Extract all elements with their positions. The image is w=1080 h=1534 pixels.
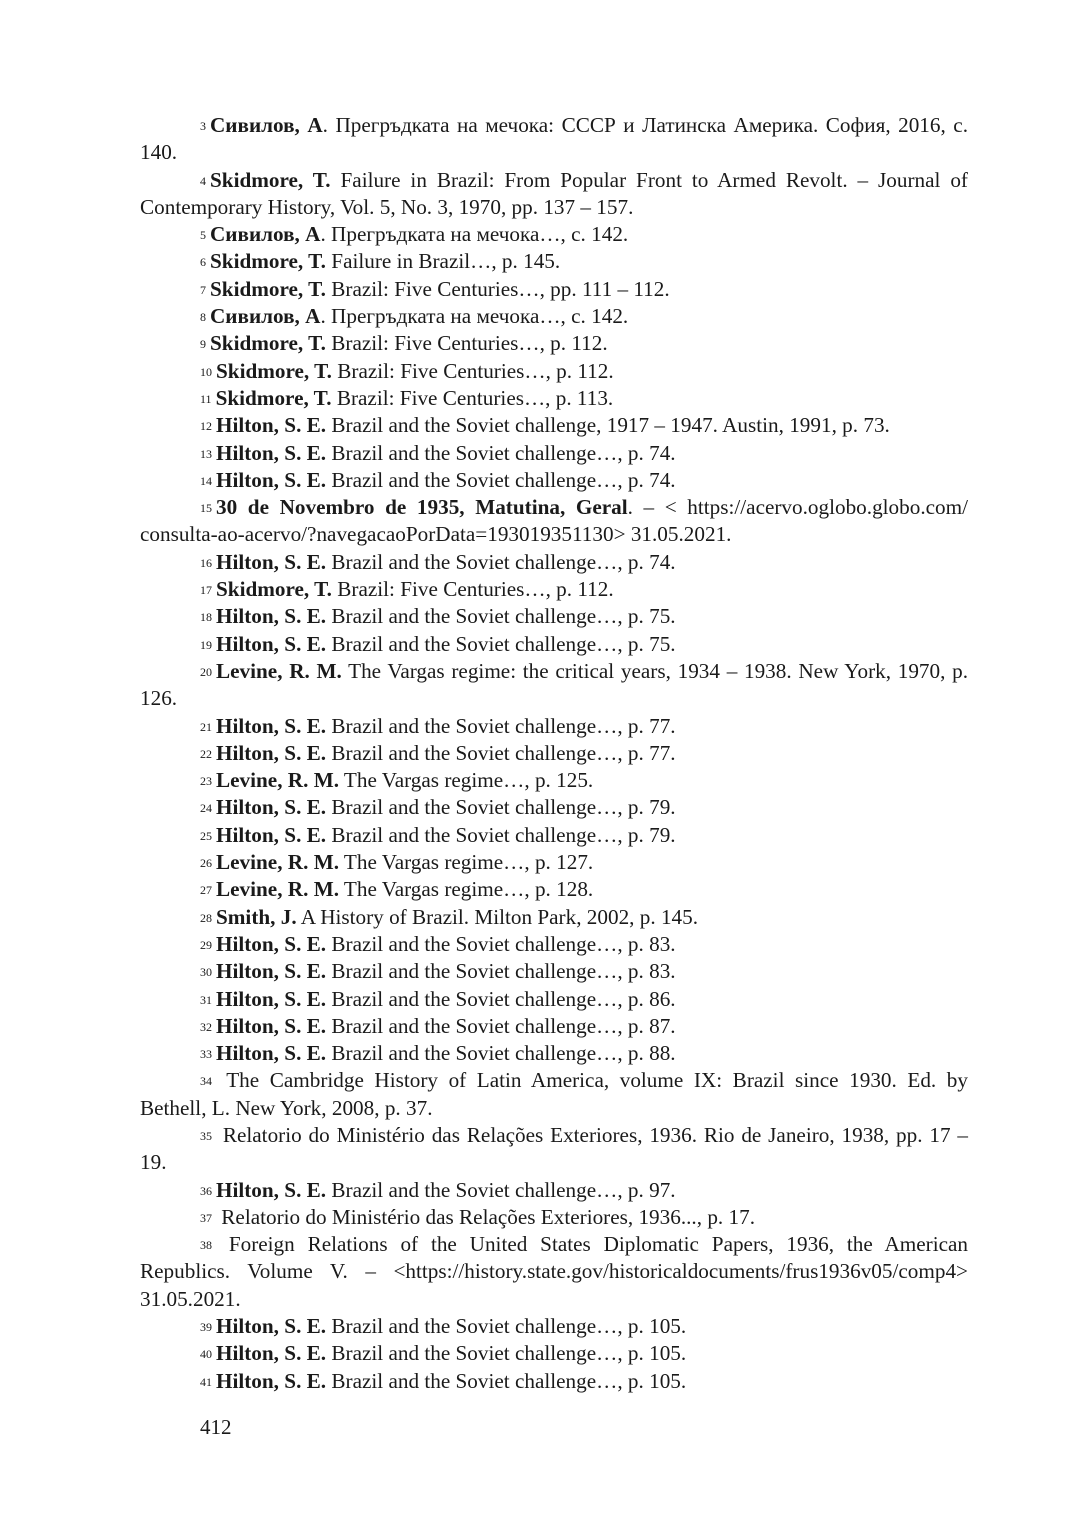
page-number: 412 bbox=[200, 1415, 232, 1439]
footnote-6 bbox=[140, 248, 968, 275]
footnote-7 bbox=[140, 276, 968, 303]
footnote-text: Brazil and the Soviet challenge…, p. 74. bbox=[326, 549, 676, 574]
footnote-15 bbox=[140, 494, 968, 549]
footnote-number: 4 bbox=[200, 173, 206, 188]
footnote-number: 27 bbox=[200, 883, 212, 898]
footnote-number: 11 bbox=[200, 391, 212, 406]
footnote-text: . Прегръдката на мечока: СССР и Латинска Америка. София, 2016, с. 140. bbox=[140, 113, 968, 165]
footnote-author: Hilton, S. E. bbox=[216, 549, 327, 574]
footnote-10 bbox=[140, 358, 968, 385]
footnote-31 bbox=[140, 986, 968, 1013]
footnote-number: 12 bbox=[200, 419, 212, 434]
footnote-number: 34 bbox=[200, 1074, 212, 1089]
footnote-18 bbox=[140, 603, 968, 630]
footnote-number: 19 bbox=[200, 637, 212, 652]
footnote-author: Hilton, S. E. bbox=[216, 986, 327, 1011]
footnote-number: 6 bbox=[200, 255, 206, 270]
footnote-number: 15 bbox=[200, 501, 212, 516]
footnote-author: Levine, R. M. bbox=[216, 877, 339, 902]
footnote-number: 31 bbox=[200, 992, 212, 1007]
footnote-27 bbox=[140, 876, 968, 903]
footnote-16 bbox=[140, 549, 968, 576]
footnote-number: 40 bbox=[200, 1347, 212, 1362]
footnote-29 bbox=[140, 931, 968, 958]
footnote-text: The Vargas regime…, p. 127. bbox=[339, 850, 594, 875]
footnote-text: Brazil: Five Centuries…, p. 113. bbox=[331, 385, 614, 410]
footnote-number: 30 bbox=[200, 965, 212, 980]
footnote-text: Brazil and the Soviet challenge…, p. 88. bbox=[326, 1041, 676, 1066]
footnote-author: Hilton, S. E. bbox=[216, 631, 327, 656]
footnote-text: Brazil and the Soviet challenge…, p. 75. bbox=[326, 604, 676, 629]
footnote-number: 35 bbox=[200, 1128, 212, 1143]
footnote-author: Hilton, S. E. bbox=[216, 740, 327, 765]
footnote-text: The Vargas regime: the critical years, 1934 – 1938. New York, 1970, p. 126. bbox=[140, 658, 968, 711]
footnote-text: A History of Brazil. Milton Park, 2002, p. 145. bbox=[296, 904, 699, 929]
footnote-37 bbox=[140, 1204, 968, 1231]
footnote-text: Brazil: Five Centuries…, p. 112. bbox=[325, 331, 608, 356]
footnote-author: Hilton, S. E. bbox=[216, 1041, 327, 1066]
footnote-text: . – < https://acervo.oglobo.globo.com/ consulta-ao-acervo/?navegacaoPorData=193019351130> 31.05.2021. bbox=[140, 495, 968, 547]
footnote-author: Levine, R. M. bbox=[216, 658, 342, 683]
footnote-author: Hilton, S. E. bbox=[216, 1013, 327, 1038]
footnote-text: Brazil and the Soviet challenge…, p. 74. bbox=[326, 467, 676, 492]
footnote-number: 36 bbox=[200, 1183, 212, 1198]
footnote-author: Skidmore, T. bbox=[210, 249, 326, 274]
footnote-number: 20 bbox=[200, 664, 212, 679]
footnote-author: Сивилов, А bbox=[210, 222, 321, 247]
footnote-number: 24 bbox=[200, 801, 212, 816]
footnote-text: The Vargas regime…, p. 125. bbox=[339, 768, 594, 793]
footnote-number: 29 bbox=[200, 937, 212, 952]
footnote-text: Foreign Relations of the United States Diplomatic Papers, 1936, the American Republics. Volume V. – <https://history.state.gov/historicaldocuments/frus1936v05/comp4> 31.05.2021. bbox=[140, 1232, 968, 1311]
footnote-12 bbox=[140, 412, 968, 439]
footnote-author: 30 de Novembro de 1935, Matutina, Geral bbox=[216, 495, 628, 520]
footnote-author: Levine, R. M. bbox=[216, 850, 339, 875]
footnote-text: Brazil: Five Centuries…, p. 112. bbox=[331, 577, 614, 602]
footnote-text: Brazil and the Soviet challenge…, p. 79. bbox=[326, 795, 676, 820]
footnote-number: 41 bbox=[200, 1374, 212, 1389]
footnote-text: . Прегръдката на мечока…, с. 142. bbox=[320, 222, 629, 247]
footnote-23 bbox=[140, 767, 968, 794]
footnote-text: Brazil and the Soviet challenge…, p. 75. bbox=[326, 631, 676, 656]
footnote-author: Hilton, S. E. bbox=[216, 1368, 327, 1393]
footnotes-list bbox=[140, 112, 968, 1395]
footnote-text: Brazil and the Soviet challenge…, p. 86. bbox=[326, 986, 676, 1011]
footnote-author: Сивилов, А bbox=[210, 113, 323, 137]
footnote-24 bbox=[140, 794, 968, 821]
footnote-34 bbox=[140, 1067, 968, 1122]
footnote-25 bbox=[140, 822, 968, 849]
footnote-number: 9 bbox=[200, 337, 206, 352]
footnote-20 bbox=[140, 658, 968, 713]
footnote-text: Brazil: Five Centuries…, p. 112. bbox=[331, 358, 614, 383]
footnote-5 bbox=[140, 221, 968, 248]
footnote-text: Failure in Brazil: From Popular Front to Armed Revolt. – Journal of Contemporary History, Vol. 5, No. 3, 1970, pp. 137 – 157. bbox=[140, 167, 968, 219]
footnote-8 bbox=[140, 303, 968, 330]
footnote-number: 3 bbox=[200, 119, 206, 133]
footnote-text: Brazil and the Soviet challenge…, p. 83. bbox=[326, 931, 676, 956]
footnote-3 bbox=[140, 112, 968, 167]
footnote-author: Skidmore, T. bbox=[216, 358, 332, 383]
footnote-21 bbox=[140, 713, 968, 740]
footnote-number: 21 bbox=[200, 719, 212, 734]
footnote-36 bbox=[140, 1177, 968, 1204]
footnote-author: Skidmore, T. bbox=[216, 577, 332, 602]
footnote-28 bbox=[140, 904, 968, 931]
footnote-text: The Vargas regime…, p. 128. bbox=[339, 877, 594, 902]
footnote-text: . Прегръдката на мечока…, с. 142. bbox=[320, 304, 629, 329]
footnote-text: Brazil and the Soviet challenge…, p. 77. bbox=[326, 740, 676, 765]
footnote-26 bbox=[140, 849, 968, 876]
footnote-text: Brazil and the Soviet challenge…, p. 105. bbox=[326, 1314, 687, 1339]
footnote-text: Brazil and the Soviet challenge…, p. 97. bbox=[326, 1177, 676, 1202]
footnote-author: Skidmore, T. bbox=[210, 331, 326, 356]
footnote-9 bbox=[140, 330, 968, 357]
footnote-text: Brazil and the Soviet challenge…, p. 105. bbox=[326, 1368, 687, 1393]
footnote-33 bbox=[140, 1040, 968, 1067]
footnote-number: 17 bbox=[200, 583, 212, 598]
footnote-author: Levine, R. M. bbox=[216, 768, 339, 793]
footnote-text: Brazil and the Soviet challenge…, p. 77. bbox=[326, 713, 676, 738]
footnote-author: Hilton, S. E. bbox=[216, 931, 327, 956]
footnote-17 bbox=[140, 576, 968, 603]
footnote-number: 13 bbox=[200, 446, 212, 461]
footnote-text: Brazil and the Soviet challenge…, p. 74. bbox=[326, 440, 676, 465]
footnote-39 bbox=[140, 1313, 968, 1340]
footnote-text: Relatorio do Ministério das Relações Exteriores, 1936. Rio de Janeiro, 1938, pp. 17 – 19. bbox=[140, 1122, 968, 1175]
footnote-text: Brazil: Five Centuries…, pp. 111 – 112. bbox=[325, 276, 670, 301]
footnote-text: Brazil and the Soviet challenge…, p. 105. bbox=[326, 1341, 687, 1366]
footnote-text: Relatorio do Ministério das Relações Exteriores, 1936..., p. 17. bbox=[216, 1204, 755, 1229]
footnote-11 bbox=[140, 385, 968, 412]
footnote-number: 33 bbox=[200, 1047, 212, 1062]
footnote-13 bbox=[140, 440, 968, 467]
footnote-number: 22 bbox=[200, 746, 212, 761]
footnote-author: Skidmore, T. bbox=[210, 276, 326, 301]
footnote-38 bbox=[140, 1231, 968, 1313]
footnote-author: Hilton, S. E. bbox=[216, 795, 327, 820]
footnote-number: 18 bbox=[200, 610, 212, 625]
footnote-text: Brazil and the Soviet challenge…, p. 83. bbox=[326, 959, 676, 984]
footnote-number: 39 bbox=[200, 1320, 212, 1335]
footnote-19 bbox=[140, 631, 968, 658]
footnote-number: 7 bbox=[200, 282, 206, 297]
footnote-number: 23 bbox=[200, 774, 212, 789]
footnote-author: Hilton, S. E. bbox=[216, 713, 327, 738]
footnote-author: Hilton, S. E. bbox=[216, 1177, 327, 1202]
footnote-author: Hilton, S. E. bbox=[216, 1314, 327, 1339]
footnote-number: 37 bbox=[200, 1210, 212, 1225]
footnote-number: 26 bbox=[200, 856, 212, 871]
footnote-41 bbox=[140, 1368, 968, 1395]
footnote-author: Hilton, S. E. bbox=[216, 1341, 327, 1366]
footnote-author: Skidmore, T. bbox=[210, 167, 331, 192]
footnote-text: Brazil and the Soviet challenge…, p. 87. bbox=[326, 1013, 676, 1038]
footnote-author: Smith, J. bbox=[216, 904, 297, 929]
footnote-author: Hilton, S. E. bbox=[216, 467, 327, 492]
footnote-author: Skidmore, T. bbox=[215, 385, 332, 410]
footnote-30 bbox=[140, 958, 968, 985]
footnote-author: Hilton, S. E. bbox=[216, 440, 327, 465]
footnote-number: 38 bbox=[200, 1238, 212, 1253]
footnote-4 bbox=[140, 167, 968, 222]
footnote-author: Hilton, S. E. bbox=[216, 959, 327, 984]
footnote-number: 14 bbox=[200, 473, 212, 488]
footnote-number: 32 bbox=[200, 1019, 212, 1034]
footnote-text: Failure in Brazil…, p. 145. bbox=[325, 249, 561, 274]
footnote-40 bbox=[140, 1340, 968, 1367]
footnote-author: Hilton, S. E. bbox=[216, 413, 327, 438]
footnote-text: The Cambridge History of Latin America, volume IX: Brazil since 1930. Ed. by Bethell, L. New York, 2008, p. 37. bbox=[140, 1068, 968, 1120]
footnote-text: Brazil and the Soviet challenge, 1917 – 1947. Austin, 1991, p. 73. bbox=[326, 413, 890, 438]
footnote-author: Hilton, S. E. bbox=[216, 822, 327, 847]
footnote-text: Brazil and the Soviet challenge…, p. 79. bbox=[326, 822, 676, 847]
footnote-number: 28 bbox=[200, 910, 212, 925]
footnote-number: 5 bbox=[200, 228, 206, 243]
footnote-author: Сивилов, А bbox=[210, 304, 321, 329]
footnote-number: 8 bbox=[200, 310, 206, 325]
footnote-number: 16 bbox=[200, 555, 212, 570]
footnote-22 bbox=[140, 740, 968, 767]
footnote-author: Hilton, S. E. bbox=[216, 604, 327, 629]
footnote-35 bbox=[140, 1122, 968, 1177]
footnote-14 bbox=[140, 467, 968, 494]
footnote-number: 25 bbox=[200, 828, 212, 843]
footnote-number: 10 bbox=[200, 364, 212, 379]
footnote-32 bbox=[140, 1013, 968, 1040]
